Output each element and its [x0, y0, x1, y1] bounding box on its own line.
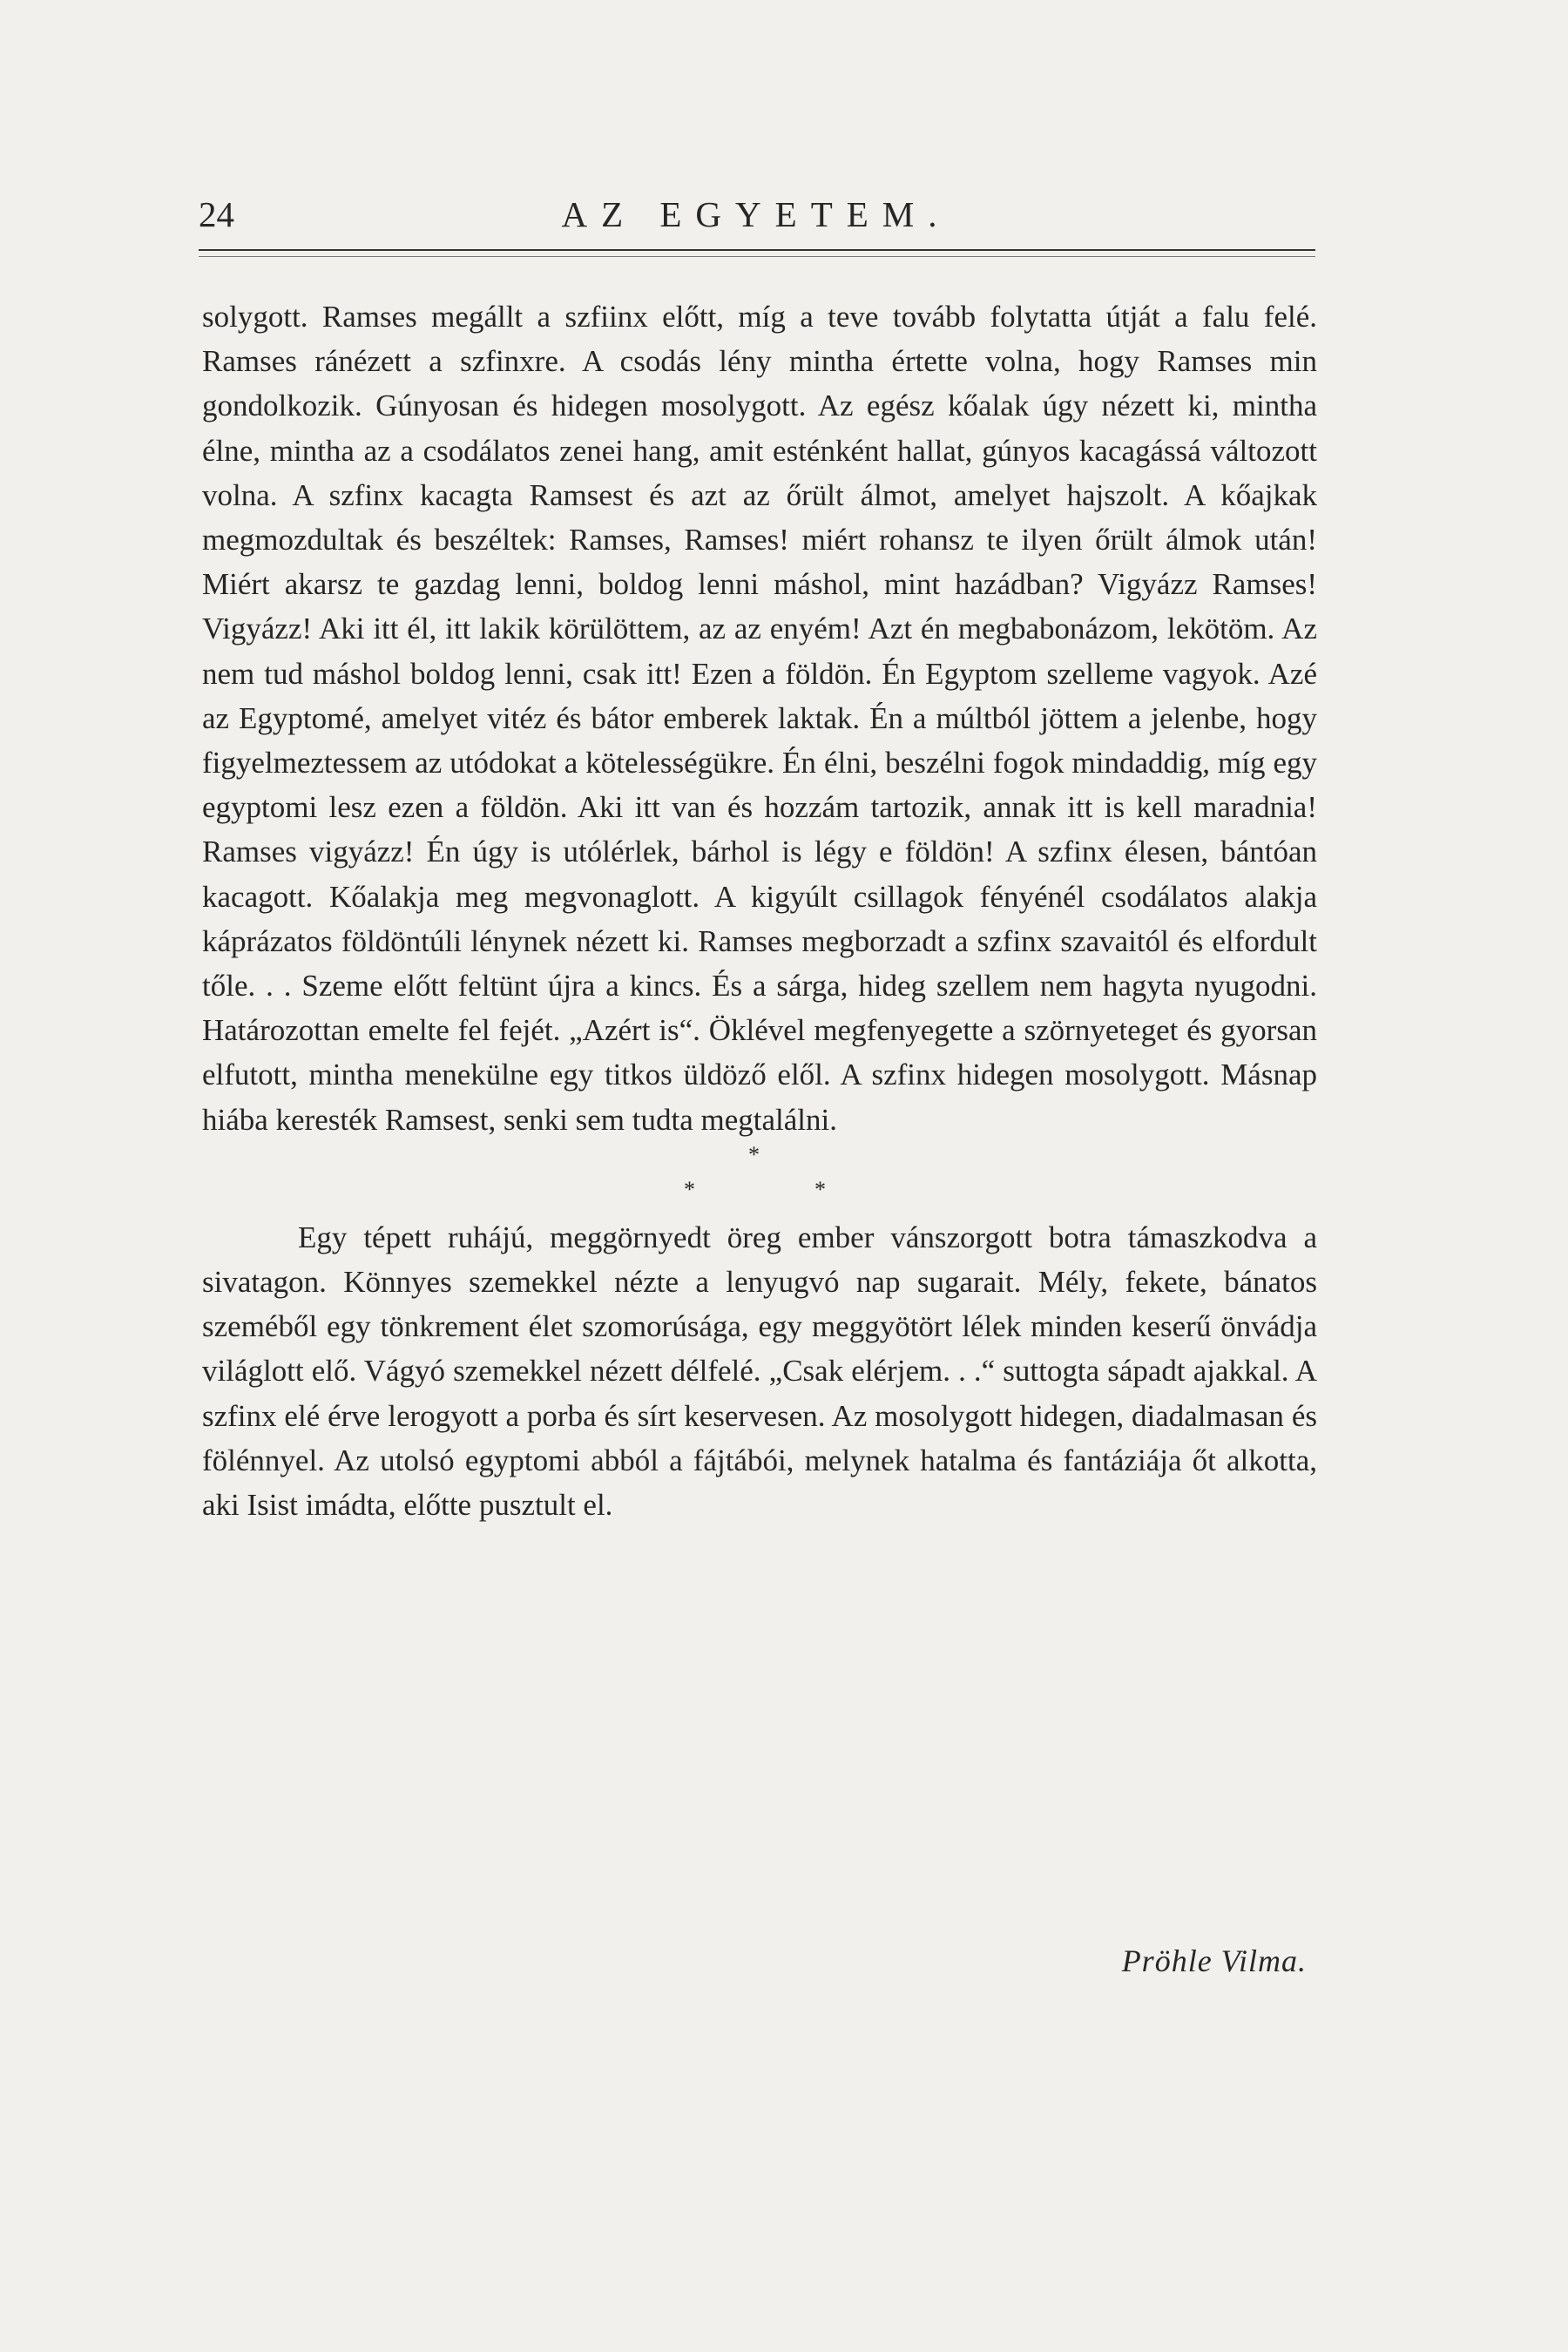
asterisk: *	[814, 1176, 826, 1202]
paragraph: Egy tépett ruhájú, meggörnyedt öreg ember vánszorgott botra támaszkodva a sivatagon. Könnyes szemekkel nézte a lenyugvó nap sugarait. Mély, fekete, bánatos szeméből egy tönkrement élet szomorúsága, egy meggyötört lélek minden keserű önvádja világlott elő. Vágyó szemekkel nézett délfelé. „Csak elérjem. . .“ suttogta sápadt ajakkal. A szfinx elé érve lerogyott a porba és sírt keservesen. Az mosolygott hidegen, diadalmasan és fölénnyel. Az utolsó egyptomi abból a fájtábói, melynek hatalma és fantáziája őt alkotta, aki Isist imádta, előtte pusztult el.	[202, 1220, 1317, 1523]
paragraph: solygott. Ramses megállt a szfiinx előtt, míg a teve tovább folytatta útját a falu felé. Ramses ránézett a szfinxre. A csodás lény mintha értette volna, hogy Ramses min gondolkozik. Gúnyosan és hidegen mosolygott. Az egész kőalak úgy nézett ki, mintha élne, mintha az a csodálatos zenei hang, amit esténként hallat, gúnyos kacagássá változott volna. A szfinx kacagta Ramsest és azt az őrült álmot, amelyet hajszolt. A kőajkak megmozdultak és beszéltek: Ramses, Ramses! miért rohansz te ilyen őrült álmok után! Miért akarsz te gazdag lenni, boldog lenni máshol, mint hazádban? Vigyázz Ramses! Vigyázz! Aki itt él, itt lakik körülöttem, az az enyém! Azt én megbabonázom, lekötöm. Az nem tud máshol boldog lenni, csak itt! Ezen a földön. Én Egyptom szelleme vagyok. Azé az Egyptomé, amelyet vitéz és bátor emberek laktak. Én a múltból jöttem a jelenbe, hogy figyelmeztessem az utódokat a kötelességükre. Én élni, beszélni fogok mindaddig, míg egy egyptomi lesz ezen a földön. Aki itt van és hozzám tartozik, annak itt is kell maradnia! Ramses vigyázz! Én úgy is utólérlek, bárhol is légy e földön! A szfinx élesen, bántóan kacagott. Kőalakja meg megvonaglott. A kigyúlt csillagok fényénél csodálatos alakja káprázatos földöntúli lénynek nézett ki. Ramses megborzadt a szfinx szavaitól és elfordult tőle. . . Szeme előtt feltünt újra a kincs. És a sárga, hideg szellem nem hagyta nyugodni. Határozottan emelte fel fejét. „Azért is“. Öklével megfenyegette a szörnyeteget és gyorsan elfutott, mintha menekülne egy titkos üldöző elől. A szfinx hidegen mosolygott. Másnap hiába keresték Ramsest, senki sem tudta megtalálni.	[202, 300, 1317, 1137]
page-number: 24	[199, 194, 234, 234]
header-rule-thin	[199, 256, 1315, 257]
asterisk: *	[684, 1176, 695, 1202]
story-text	[202, 294, 1317, 1527]
author-signature: Pröhle Vilma.	[1121, 1943, 1307, 1978]
running-title: AZ EGYETEM.	[561, 194, 951, 234]
asterisk: *	[748, 1141, 760, 1167]
section-break-asterism	[202, 1142, 1317, 1215]
page-header	[199, 193, 1314, 237]
header-rule	[199, 249, 1315, 251]
